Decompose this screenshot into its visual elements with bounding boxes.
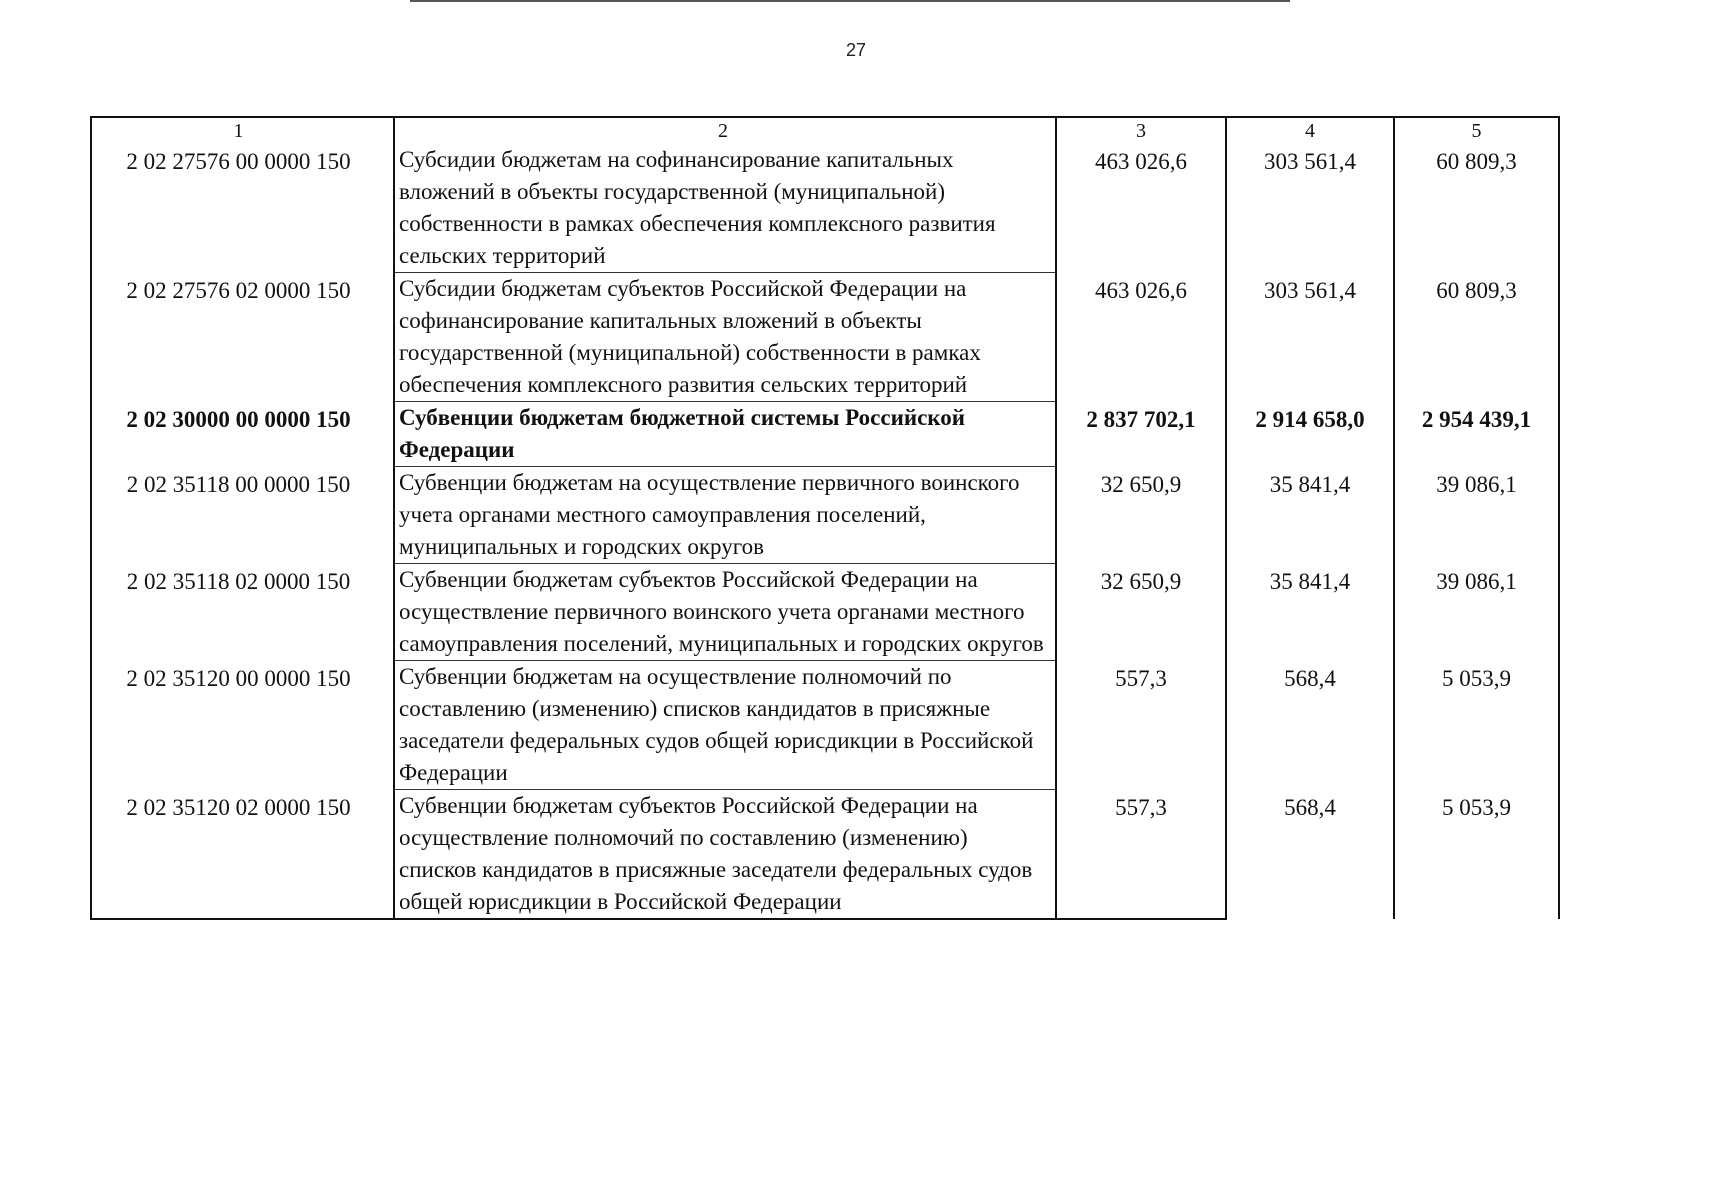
table-row — [91, 273, 1559, 402]
revenue-name: Субвенции бюджетам на осуществление полномочий по составлению (изменению) списков кандидатов в присяжные заседатели федеральных судов общей юрисдикции в Российской Федерации — [394, 661, 1056, 790]
value-col-4: 2 914 658,0 — [1226, 402, 1394, 467]
value-col-3: 32 650,9 — [1056, 564, 1226, 661]
budget-code: 2 02 35118 02 0000 150 — [91, 564, 394, 661]
value-col-3: 463 026,6 — [1056, 273, 1226, 402]
value-col-4: 303 561,4 — [1226, 273, 1394, 402]
header-col-1: 1 — [91, 117, 394, 144]
revenue-name: Субвенции бюджетам субъектов Российской Федерации на осуществление первичного воинского учета органами местного самоуправления поселений, муниципальных и городских округов — [394, 564, 1056, 661]
header-col-4: 4 — [1226, 117, 1394, 144]
budget-code: 2 02 30000 00 0000 150 — [91, 402, 394, 467]
revenue-name: Субсидии бюджетам субъектов Российской Федерации на софинансирование капитальных вложений в объекты государственной (муниципальной) собственности в рамках обеспечения комплексного развития сельских территорий — [394, 273, 1056, 402]
budget-table — [90, 116, 1560, 920]
budget-code: 2 02 27576 02 0000 150 — [91, 273, 394, 402]
value-col-4: 568,4 — [1226, 661, 1394, 790]
table-row — [91, 467, 1559, 564]
value-col-4: 35 841,4 — [1226, 564, 1394, 661]
revenue-name: Субвенции бюджетам субъектов Российской Федерации на осуществление полномочий по составлению (изменению) списков кандидатов в присяжные заседатели федеральных судов общей юрисдикции в Российской Федерации — [394, 790, 1056, 920]
table-header-row — [91, 117, 1559, 144]
value-col-3: 463 026,6 — [1056, 144, 1226, 273]
value-col-4: 568,4 — [1226, 790, 1394, 920]
table-row — [91, 144, 1559, 273]
value-col-3: 2 837 702,1 — [1056, 402, 1226, 467]
value-col-5: 60 809,3 — [1394, 273, 1559, 402]
value-col-5: 60 809,3 — [1394, 144, 1559, 273]
header-col-5: 5 — [1394, 117, 1559, 144]
table-row-subtotal — [91, 402, 1559, 467]
value-col-5: 39 086,1 — [1394, 467, 1559, 564]
header-col-3: 3 — [1056, 117, 1226, 144]
value-col-5: 5 053,9 — [1394, 661, 1559, 790]
value-col-3: 557,3 — [1056, 790, 1226, 920]
top-scan-rule — [410, 0, 1290, 2]
revenue-name: Субвенции бюджетам на осуществление первичного воинского учета органами местного самоуправления поселений, муниципальных и городских округов — [394, 467, 1056, 564]
revenue-name: Субсидии бюджетам на софинансирование капитальных вложений в объекты государственной (муниципальной) собственности в рамках обеспечения комплексного развития сельских территорий — [394, 144, 1056, 273]
value-col-4: 35 841,4 — [1226, 467, 1394, 564]
budget-code: 2 02 35120 02 0000 150 — [91, 790, 394, 920]
table-row — [91, 661, 1559, 790]
value-col-5: 2 954 439,1 — [1394, 402, 1559, 467]
table-row — [91, 564, 1559, 661]
value-col-3: 557,3 — [1056, 661, 1226, 790]
value-col-5: 39 086,1 — [1394, 564, 1559, 661]
value-col-4: 303 561,4 — [1226, 144, 1394, 273]
page-number: 27 — [845, 40, 867, 60]
table-row — [91, 790, 1559, 920]
budget-code: 2 02 35118 00 0000 150 — [91, 467, 394, 564]
budget-code: 2 02 27576 00 0000 150 — [91, 144, 394, 273]
budget-code: 2 02 35120 00 0000 150 — [91, 661, 394, 790]
header-col-2: 2 — [394, 117, 1056, 144]
value-col-5: 5 053,9 — [1394, 790, 1559, 920]
value-col-3: 32 650,9 — [1056, 467, 1226, 564]
revenue-name: Субвенции бюджетам бюджетной системы Российской Федерации — [394, 402, 1056, 467]
